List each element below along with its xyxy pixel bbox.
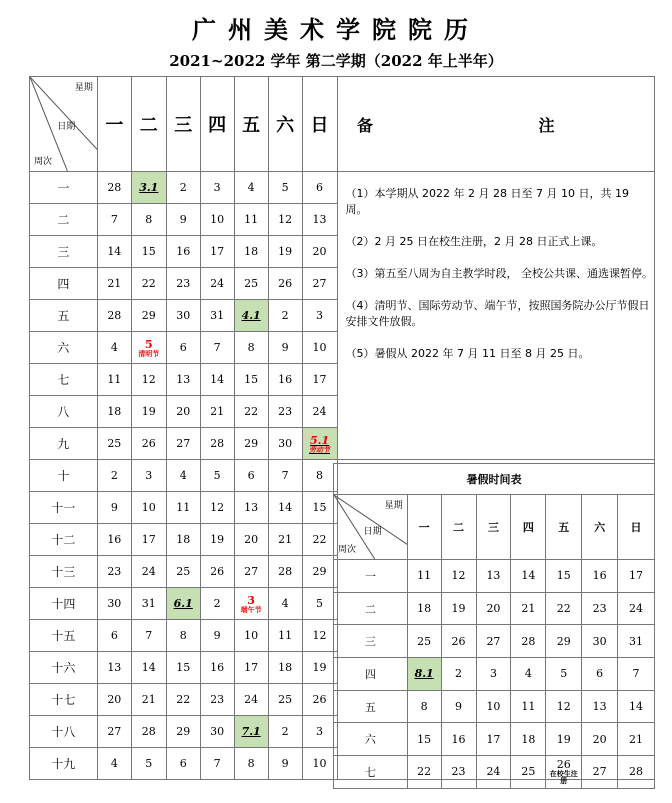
day-number: 3 xyxy=(247,593,255,607)
summer-day-cell: 20 xyxy=(582,723,618,756)
day-cell: 22 xyxy=(131,268,166,300)
day-cell: 13 xyxy=(97,652,131,684)
day-cell: 5 xyxy=(302,588,337,620)
summer-day-cell: 28 xyxy=(511,625,546,658)
day-cell: 19 xyxy=(131,396,166,428)
summer-day-cell: 18 xyxy=(407,592,441,625)
summer-day-cell: 27 xyxy=(582,756,618,789)
main-corner-week: 周次 xyxy=(34,157,53,167)
day-cell: 20 xyxy=(97,684,131,716)
day-cell: 23 xyxy=(200,684,234,716)
summer-day-cell: 11 xyxy=(407,560,441,593)
day-cell: 4.1 xyxy=(234,300,268,332)
day-cell: 25 xyxy=(97,428,131,460)
day-number: 26 xyxy=(556,758,571,772)
summer-day-cell: 21 xyxy=(511,592,546,625)
weekday-header: 六 xyxy=(268,77,302,172)
week-number: 五 xyxy=(30,300,98,332)
day-cell: 10 xyxy=(302,748,337,780)
weekday-header: 四 xyxy=(200,77,234,172)
weekday-header-row xyxy=(30,77,655,172)
summer-day-cell: 24 xyxy=(618,592,655,625)
day-cell: 14 xyxy=(268,492,302,524)
day-cell: 16 xyxy=(166,236,200,268)
summer-corner-week: 周次 xyxy=(338,545,357,555)
day-cell: 12 xyxy=(302,620,337,652)
day-cell: 17 xyxy=(200,236,234,268)
day-number: 5.1 xyxy=(309,433,330,447)
day-cell: 30 xyxy=(200,716,234,748)
day-cell: 10 xyxy=(131,492,166,524)
day-cell: 21 xyxy=(97,268,131,300)
summer-weekday-header: 二 xyxy=(441,495,476,560)
day-cell: 4 xyxy=(268,588,302,620)
summer-day-cell: 10 xyxy=(476,690,511,723)
day-cell: 2 xyxy=(200,588,234,620)
summer-week-number: 二 xyxy=(334,592,408,625)
day-cell: 16 xyxy=(200,652,234,684)
day-cell: 12 xyxy=(200,492,234,524)
day-cell: 17 xyxy=(302,364,337,396)
summer-day-cell: 22 xyxy=(546,592,582,625)
summer-title: 暑假时间表 xyxy=(334,464,655,495)
summer-day-cell: 21 xyxy=(618,723,655,756)
day-cell: 22 xyxy=(302,524,337,556)
register-label: 在校生注册 xyxy=(549,769,578,786)
day-cell: 4 xyxy=(97,748,131,780)
week-number: 十九 xyxy=(30,748,98,780)
summer-day-cell: 19 xyxy=(441,592,476,625)
day-cell: 26 xyxy=(200,556,234,588)
week-number: 十三 xyxy=(30,556,98,588)
day-cell: 6 xyxy=(234,460,268,492)
day-cell: 7 xyxy=(268,460,302,492)
day-cell: 27 xyxy=(166,428,200,460)
day-cell: 20 xyxy=(234,524,268,556)
holiday-label: 清明节 xyxy=(138,348,160,358)
week-number: 十二 xyxy=(30,524,98,556)
day-cell: 5 xyxy=(268,172,302,204)
summer-day-cell: 12 xyxy=(441,560,476,593)
day-cell: 3 xyxy=(200,172,234,204)
summer-day-cell: 29 xyxy=(546,625,582,658)
weekday-header: 三 xyxy=(166,77,200,172)
day-cell: 26 xyxy=(131,428,166,460)
day-cell: 17 xyxy=(131,524,166,556)
day-cell: 31 xyxy=(200,300,234,332)
summer-day-cell: 31 xyxy=(618,625,655,658)
day-cell: 15 xyxy=(234,364,268,396)
day-cell: 3 xyxy=(302,300,337,332)
note-item: （4）清明节、国际劳动节、端午节，按照国务院办公厅节假日安排文件放假。 xyxy=(345,299,650,328)
day-cell xyxy=(131,332,166,364)
day-cell: 28 xyxy=(131,716,166,748)
page-subtitle: 2021~2022 学年 第二学期（2022 年上半年） xyxy=(169,52,503,70)
summer-corner-date: 日期 xyxy=(363,526,382,537)
summer-weekday-header: 一 xyxy=(407,495,441,560)
day-cell: 30 xyxy=(268,428,302,460)
day-cell: 19 xyxy=(268,236,302,268)
day-cell: 8 xyxy=(234,748,268,780)
week-number: 三 xyxy=(30,236,98,268)
day-cell: 21 xyxy=(268,524,302,556)
day-cell: 28 xyxy=(200,428,234,460)
day-cell: 7 xyxy=(200,332,234,364)
week-number: 六 xyxy=(30,332,98,364)
day-cell: 20 xyxy=(166,396,200,428)
day-cell: 8 xyxy=(166,620,200,652)
summer-week-row xyxy=(334,690,655,723)
note-item: （5）暑假从 2022 年 7 月 11 日至 8 月 25 日。 xyxy=(345,347,590,360)
summer-weekday-header: 四 xyxy=(511,495,546,560)
day-cell: 30 xyxy=(97,588,131,620)
day-cell: 11 xyxy=(97,364,131,396)
summer-day-cell: 28 xyxy=(618,756,655,789)
day-cell: 3 xyxy=(131,460,166,492)
day-cell: 6 xyxy=(97,620,131,652)
day-cell: 18 xyxy=(97,396,131,428)
summer-week-row xyxy=(334,560,655,593)
day-cell: 18 xyxy=(234,236,268,268)
day-cell: 29 xyxy=(166,716,200,748)
holiday-label: 端午节 xyxy=(240,604,262,614)
day-cell: 24 xyxy=(131,556,166,588)
summer-weekday-header: 六 xyxy=(582,495,618,560)
day-cell: 25 xyxy=(166,556,200,588)
page-title: 广州美术学院院历 xyxy=(192,15,480,44)
day-cell: 5 xyxy=(200,460,234,492)
day-cell: 11 xyxy=(268,620,302,652)
day-cell: 10 xyxy=(200,204,234,236)
day-cell: 27 xyxy=(302,268,337,300)
summer-week-number: 三 xyxy=(334,625,408,658)
day-cell: 2 xyxy=(166,172,200,204)
summer-day-cell: 15 xyxy=(407,723,441,756)
summer-week-number: 七 xyxy=(334,756,408,789)
day-cell: 29 xyxy=(131,300,166,332)
summer-day-cell: 13 xyxy=(476,560,511,593)
day-cell: 15 xyxy=(302,492,337,524)
day-cell: 27 xyxy=(97,716,131,748)
summer-day-cell: 19 xyxy=(546,723,582,756)
summer-day-cell: 4 xyxy=(511,658,546,691)
day-cell: 20 xyxy=(302,236,337,268)
day-cell: 24 xyxy=(200,268,234,300)
day-cell: 14 xyxy=(200,364,234,396)
summer-day-cell: 8 xyxy=(407,690,441,723)
summer-day-cell: 14 xyxy=(618,690,655,723)
day-cell: 16 xyxy=(268,364,302,396)
day-cell: 28 xyxy=(97,172,131,204)
summer-day-cell: 5 xyxy=(546,658,582,691)
summer-week-number: 一 xyxy=(334,560,408,593)
notes-header: 备 注 xyxy=(337,77,654,172)
day-cell: 6 xyxy=(166,332,200,364)
day-cell: 12 xyxy=(131,364,166,396)
day-cell: 7.1 xyxy=(234,716,268,748)
week-number: 十五 xyxy=(30,620,98,652)
week-number: 一 xyxy=(30,172,98,204)
summer-week-row xyxy=(334,723,655,756)
day-cell: 25 xyxy=(268,684,302,716)
day-cell: 7 xyxy=(97,204,131,236)
summer-day-cell: 23 xyxy=(441,756,476,789)
day-cell: 23 xyxy=(97,556,131,588)
day-cell: 13 xyxy=(166,364,200,396)
summer-day-cell: 23 xyxy=(582,592,618,625)
day-cell: 24 xyxy=(234,684,268,716)
summer-day-cell: 6 xyxy=(582,658,618,691)
day-cell: 2 xyxy=(268,300,302,332)
day-cell: 2 xyxy=(97,460,131,492)
day-cell: 19 xyxy=(200,524,234,556)
day-cell: 11 xyxy=(234,204,268,236)
day-cell: 22 xyxy=(234,396,268,428)
summer-day-cell: 30 xyxy=(582,625,618,658)
summer-day-cell: 7 xyxy=(618,658,655,691)
day-cell: 3.1 xyxy=(131,172,166,204)
day-cell: 23 xyxy=(268,396,302,428)
summer-header-row xyxy=(334,495,655,560)
summer-day-cell: 22 xyxy=(407,756,441,789)
day-cell: 9 xyxy=(200,620,234,652)
week-row xyxy=(30,172,655,204)
day-cell: 6.1 xyxy=(166,588,200,620)
day-cell: 16 xyxy=(97,524,131,556)
week-number: 八 xyxy=(30,396,98,428)
day-cell: 28 xyxy=(97,300,131,332)
note-item: （2）2 月 25 日在校生注册，2 月 28 日正式上课。 xyxy=(345,235,603,248)
day-cell: 15 xyxy=(131,236,166,268)
day-cell: 8 xyxy=(131,204,166,236)
day-cell: 26 xyxy=(268,268,302,300)
summer-day-cell: 16 xyxy=(582,560,618,593)
summer-day-cell: 2 xyxy=(441,658,476,691)
day-cell: 7 xyxy=(200,748,234,780)
weekday-header: 二 xyxy=(131,77,166,172)
day-cell: 24 xyxy=(302,396,337,428)
day-cell: 18 xyxy=(268,652,302,684)
note-item: （1）本学期从 2022 年 2 月 28 日至 7 月 10 日，共 19 周。 xyxy=(345,187,629,216)
summer-week-row xyxy=(334,658,655,691)
day-cell: 29 xyxy=(234,428,268,460)
summer-day-cell: 9 xyxy=(441,690,476,723)
day-cell: 22 xyxy=(166,684,200,716)
week-number: 十 xyxy=(30,460,98,492)
day-cell: 7 xyxy=(131,620,166,652)
day-cell: 27 xyxy=(234,556,268,588)
day-cell: 6 xyxy=(302,172,337,204)
summer-day-cell: 3 xyxy=(476,658,511,691)
day-cell: 3 xyxy=(302,716,337,748)
week-number: 十一 xyxy=(30,492,98,524)
summer-day-cell: 27 xyxy=(476,625,511,658)
day-cell: 9 xyxy=(268,332,302,364)
day-cell: 30 xyxy=(166,300,200,332)
summer-day-cell: 18 xyxy=(511,723,546,756)
day-cell: 8 xyxy=(234,332,268,364)
main-corner-weekday: 星期 xyxy=(74,83,93,93)
day-cell: 29 xyxy=(302,556,337,588)
summer-day-cell: 17 xyxy=(618,560,655,593)
summer-corner-weekday: 星期 xyxy=(384,501,403,511)
week-number: 四 xyxy=(30,268,98,300)
day-cell: 14 xyxy=(97,236,131,268)
day-cell: 17 xyxy=(234,652,268,684)
main-corner-cell xyxy=(30,77,98,172)
summer-day-cell xyxy=(546,756,582,789)
summer-day-cell: 20 xyxy=(476,592,511,625)
weekday-header: 一 xyxy=(97,77,131,172)
day-cell: 12 xyxy=(268,204,302,236)
day-cell: 4 xyxy=(97,332,131,364)
summer-week-number: 五 xyxy=(334,690,408,723)
summer-week-number: 六 xyxy=(334,723,408,756)
day-cell: 28 xyxy=(268,556,302,588)
day-cell: 9 xyxy=(97,492,131,524)
summer-weekday-header: 五 xyxy=(546,495,582,560)
summer-day-cell: 24 xyxy=(476,756,511,789)
week-number: 十四 xyxy=(30,588,98,620)
summer-day-cell: 17 xyxy=(476,723,511,756)
main-corner-date: 日期 xyxy=(57,122,76,133)
week-number: 十七 xyxy=(30,684,98,716)
weekday-header: 日 xyxy=(302,77,337,172)
day-cell: 18 xyxy=(166,524,200,556)
week-number: 十六 xyxy=(30,652,98,684)
day-cell xyxy=(234,588,268,620)
notes-cell xyxy=(337,172,654,460)
day-cell xyxy=(302,428,337,460)
week-number: 七 xyxy=(30,364,98,396)
day-number: 5 xyxy=(144,337,153,351)
day-cell: 6 xyxy=(166,748,200,780)
day-cell: 13 xyxy=(234,492,268,524)
day-cell: 21 xyxy=(131,684,166,716)
summer-week-number: 四 xyxy=(334,658,408,691)
summer-day-cell: 25 xyxy=(407,625,441,658)
day-cell: 15 xyxy=(166,652,200,684)
summer-week-row xyxy=(334,625,655,658)
week-number: 二 xyxy=(30,204,98,236)
summer-day-cell: 15 xyxy=(546,560,582,593)
summer-day-cell: 13 xyxy=(582,690,618,723)
day-cell: 10 xyxy=(302,332,337,364)
holiday-label: 劳动节 xyxy=(309,444,331,454)
day-cell: 23 xyxy=(166,268,200,300)
summer-day-cell: 26 xyxy=(441,625,476,658)
day-cell: 21 xyxy=(200,396,234,428)
summer-table xyxy=(333,463,655,789)
day-cell: 8 xyxy=(302,460,337,492)
day-cell: 4 xyxy=(234,172,268,204)
week-number: 九 xyxy=(30,428,98,460)
day-cell: 26 xyxy=(302,684,337,716)
day-cell: 11 xyxy=(166,492,200,524)
day-cell: 14 xyxy=(131,652,166,684)
day-cell: 13 xyxy=(302,204,337,236)
summer-day-cell: 16 xyxy=(441,723,476,756)
day-cell: 5 xyxy=(131,748,166,780)
summer-weekday-header: 日 xyxy=(618,495,655,560)
day-cell: 10 xyxy=(234,620,268,652)
summer-day-cell: 8.1 xyxy=(407,658,441,691)
day-cell: 2 xyxy=(268,716,302,748)
summer-day-cell: 11 xyxy=(511,690,546,723)
summer-weekday-header: 三 xyxy=(476,495,511,560)
day-cell: 9 xyxy=(166,204,200,236)
week-number: 十八 xyxy=(30,716,98,748)
summer-corner-cell xyxy=(334,495,408,560)
summer-week-row xyxy=(334,756,655,789)
note-item: （3）第五至八周为自主教学时段， 全校公共课、通选课暂停。 xyxy=(345,267,654,280)
summer-day-cell: 25 xyxy=(511,756,546,789)
summer-title-row xyxy=(334,464,655,495)
day-cell: 31 xyxy=(131,588,166,620)
summer-day-cell: 12 xyxy=(546,690,582,723)
summer-week-row xyxy=(334,592,655,625)
weekday-header: 五 xyxy=(234,77,268,172)
day-cell: 9 xyxy=(268,748,302,780)
day-cell: 25 xyxy=(234,268,268,300)
summer-day-cell: 14 xyxy=(511,560,546,593)
day-cell: 19 xyxy=(302,652,337,684)
day-cell: 4 xyxy=(166,460,200,492)
